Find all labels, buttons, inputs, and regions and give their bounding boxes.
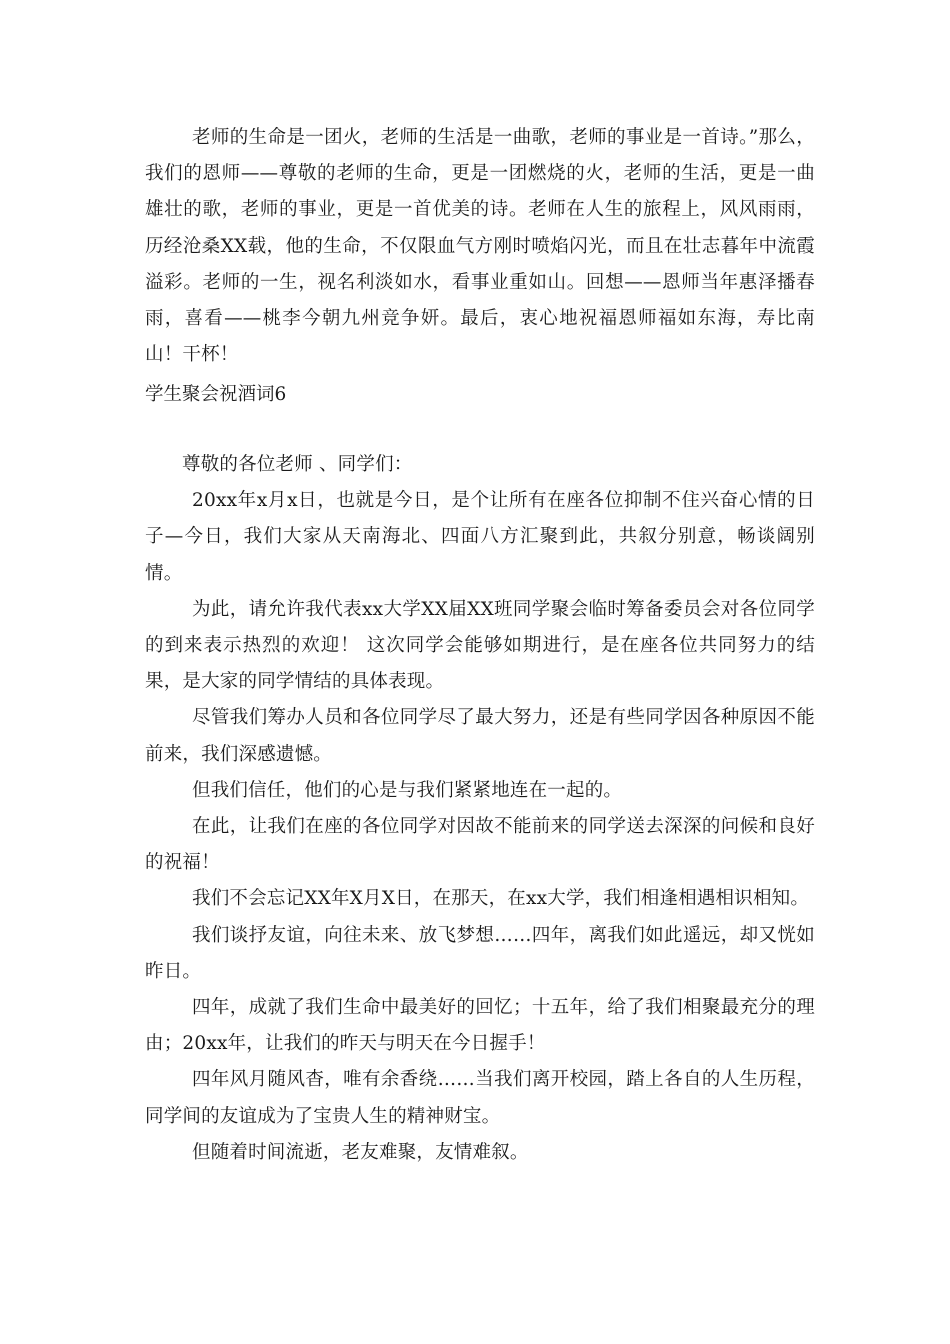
salutation: 尊敬的各位老师 、同学们： (182, 454, 413, 475)
paragraph: 20xx年x月x日，也就是今日，是个让所有在座各位抑制不住兴奋心情的日子—今日，我们大家从天南海北、四面八方汇聚到此，共叙分别意，畅谈阔别情。 (145, 490, 815, 584)
paragraph: 但随着时间流逝，老友难聚，友情难叙。 (192, 1141, 529, 1163)
paragraph: 我们不会忘记XX年X月X日，在那天，在xx大学，我们相逢相遇相识相知。 (192, 888, 810, 910)
toast-section-6 (145, 447, 815, 1171)
section-heading: 学生聚会祝酒词6 (145, 384, 287, 405)
paragraph: 在此，让我们在座的各位同学对因故不能前来的同学送去深深的问候和良好的祝福！ (145, 816, 815, 874)
paragraph: 四年风月随风杳，唯有余香绕……当我们离开校园，踏上各自的人生历程，同学间的友谊成为了宝贵人生的精神财宝。 (145, 1069, 815, 1127)
toast-section-5-ending (145, 120, 815, 373)
paragraph: 老师的生命是一团火，老师的生活是一曲歌，老师的事业是一首诗。”那么，我们的恩师——尊敬的老师的生命，更是一团燃烧的火，老师的生活，更是一曲雄壮的歌，老师的事业，更是一首优美的诗。老师在人生的旅程上，风风雨雨，历经沧桑XX载，他的生命，不仅限血气方刚时喷焰闪光，而且在壮志暮年中流霞溢彩。老师的一生，视名利淡如水，看事业重如山。回想——恩师当年惠泽播春雨，喜看——桃李今朝九州竞争妍。最后，衷心地祝福恩师福如东海，寿比南山！干杯！ (145, 127, 815, 366)
paragraph: 四年，成就了我们生命中最美好的回忆；十五年，给了我们相聚最充分的理由；20xx年，让我们的昨天与明天在今日握手！ (145, 997, 815, 1055)
paragraph: 尽管我们筹办人员和各位同学尽了最大努力，还是有些同学因各种原因不能前来，我们深感遗憾。 (145, 707, 815, 765)
paragraph: 但我们信任，他们的心是与我们紧紧地连在一起的。 (192, 779, 623, 801)
paragraph: 为此，请允许我代表xx大学XX届XX班同学聚会临时筹备委员会对各位同学的到来表示热烈的欢迎！ 这次同学会能够如期进行，是在座各位共同努力的结果，是大家的同学情结的具体表现。 (145, 598, 815, 693)
paragraph: 我们谈抒友谊，向往未来、放飞梦想……四年，离我们如此遥远，却又恍如昨日。 (145, 924, 815, 982)
